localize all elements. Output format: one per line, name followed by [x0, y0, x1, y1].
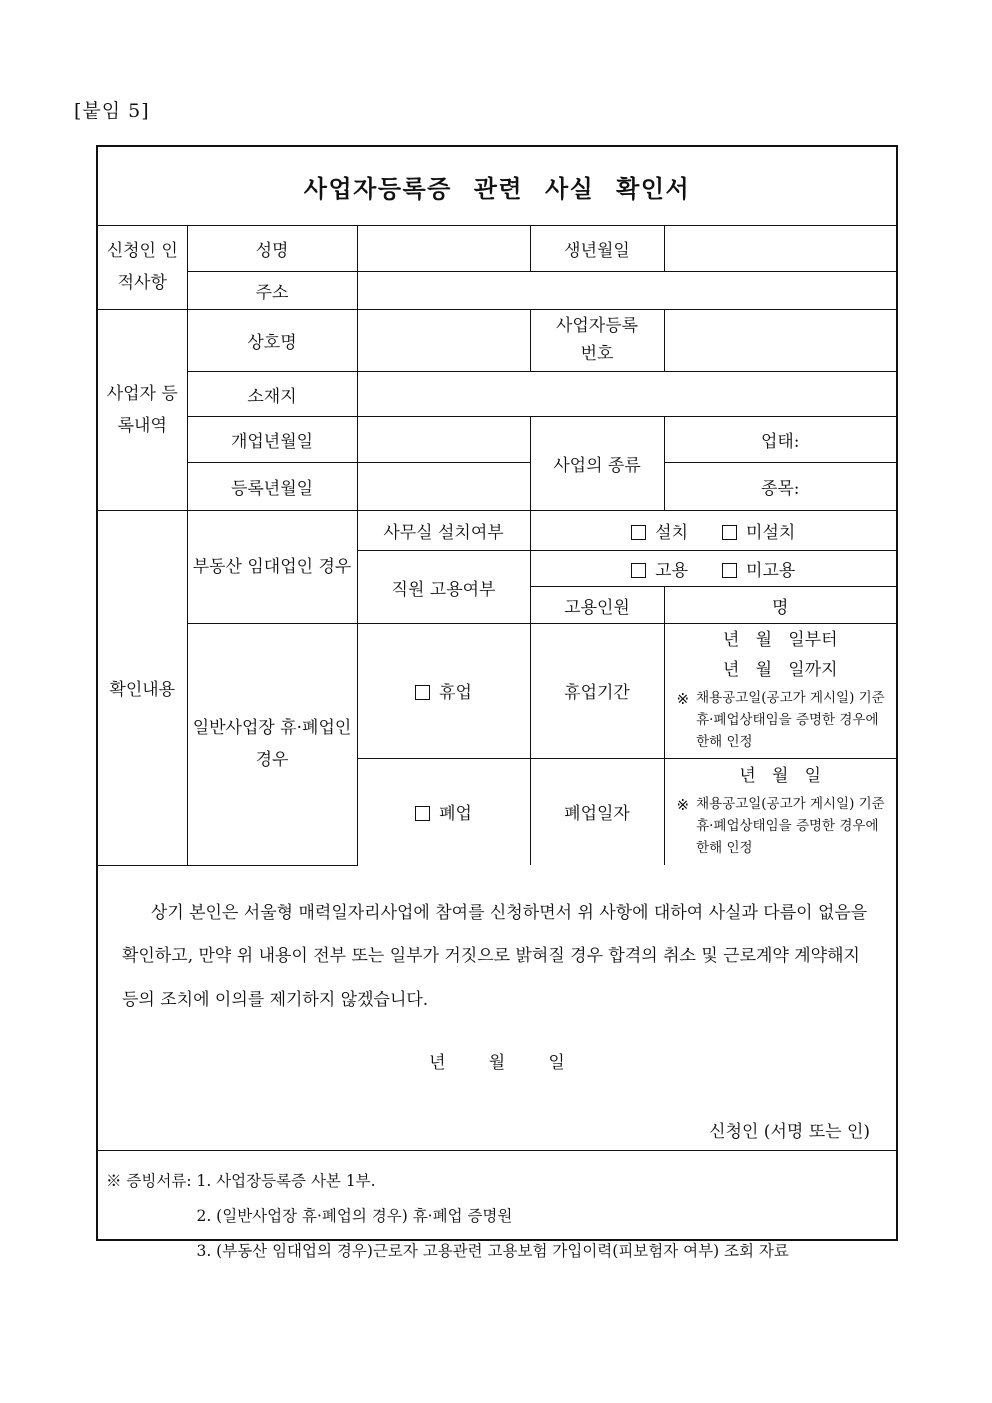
install-checkbox[interactable] — [631, 525, 646, 540]
form-box — [96, 145, 898, 1260]
section-registration-header: 사업자 등록내역 — [98, 309, 187, 511]
suspend-checkbox-label: 휴업 — [439, 683, 472, 704]
birth-value-cell[interactable] — [664, 226, 896, 271]
form-title: 사업자등록증 관련 사실 확인서 — [98, 147, 896, 226]
name-value-cell[interactable] — [357, 226, 530, 271]
not-hire-option-label: 미고용 — [746, 561, 796, 582]
evidence-notes-label: ※ 증빙서류: — [106, 1171, 197, 1190]
close-checkbox[interactable] — [415, 806, 430, 821]
industry-label: 업태: — [760, 432, 800, 453]
note-marker: ※ — [676, 795, 690, 814]
not-hire-checkbox[interactable] — [722, 563, 737, 578]
office-install-label: 사무실 설치여부 — [357, 511, 530, 551]
closure-case-label: 일반사업장 휴·폐업인 경우 — [187, 624, 357, 865]
headcount-field[interactable] — [664, 587, 896, 624]
reg-date-label: 등록년월일 — [187, 463, 357, 511]
hire-checkbox[interactable] — [631, 563, 646, 578]
suspend-period-label: 휴업기간 — [530, 624, 664, 758]
close-checkbox-label: 폐업 — [439, 804, 472, 825]
evidence-notes-section — [98, 1151, 896, 1269]
reg-number-label — [530, 309, 664, 372]
section-confirmation-header: 확인내용 — [98, 511, 187, 865]
section-applicant-header: 신청인 인적사항 — [98, 226, 187, 309]
evidence-note-item: 3. (부동산 임대업의 경우)근로자 고용관련 고용보험 가입이력(피보험자 여부) 조회 자료 — [196, 1241, 789, 1260]
close-note — [669, 792, 893, 862]
attachment-label: [붙임 5] — [74, 100, 150, 122]
evidence-notes-list — [196, 1164, 888, 1269]
reg-date-value-cell[interactable] — [357, 463, 530, 511]
declaration-text: 상기 본인은 서울형 매력일자리사업에 참여를 신청하면서 위 사항에 대하여 사실과 다름이 없음을 확인하고, 만약 위 내용이 전부 또는 일부가 거짓으로 밝혀질 경우 합격의 취소 및 근로계약 계약해지 등의 조치에 이의를 제기하지 않겠습니다. — [122, 902, 868, 1010]
form-table — [98, 226, 896, 866]
birth-label: 생년월일 — [530, 226, 664, 271]
address-label: 주소 — [187, 271, 357, 309]
evidence-note-item: 1. 사업장등록증 사본 1부. — [196, 1171, 376, 1190]
address-value-cell[interactable] — [357, 271, 896, 309]
business-kind-label: 사업의 종류 — [530, 417, 664, 511]
open-date-value-cell[interactable] — [357, 417, 530, 463]
not-install-option-label: 미설치 — [746, 523, 796, 544]
close-date-label: 폐업일자 — [530, 758, 664, 865]
office-install-options-cell — [530, 511, 896, 551]
location-value-cell[interactable] — [357, 372, 896, 417]
reg-number-value-cell[interactable] — [664, 309, 896, 372]
name-label: 성명 — [187, 226, 357, 271]
close-note-text: 채용공고일(공고가 게시일) 기준 휴·폐업상태임을 증명한 경우에 한해 인정 — [696, 795, 885, 857]
location-label: 소재지 — [187, 372, 357, 417]
close-checkbox-cell — [357, 758, 530, 865]
industry-field[interactable] — [664, 417, 896, 463]
suspend-checkbox-cell — [357, 624, 530, 758]
signer-line: 신청인 (서명 또는 인) — [709, 1122, 870, 1143]
item-label: 종목: — [760, 479, 800, 500]
close-date-line1: 년 월 일 — [739, 766, 822, 787]
employee-hire-options-cell — [530, 551, 896, 587]
reg-number-label-text: 사업자등록번호 — [555, 315, 639, 365]
declaration-section — [98, 866, 896, 1151]
real-estate-case-label: 부동산 임대업인 경우 — [187, 511, 357, 624]
suspend-note-text: 채용공고일(공고가 게시일) 기준 휴·폐업상태임을 증명한 경우에 한해 인정 — [696, 689, 885, 751]
suspend-date-line1: 년 월 일부터 — [722, 630, 838, 651]
employee-hire-label: 직원 고용여부 — [357, 551, 530, 624]
trade-name-label: 상호명 — [187, 309, 357, 372]
declaration-date-line: 년 월 일 — [429, 1053, 565, 1074]
suspend-date-line2: 년 월 일까지 — [722, 660, 838, 681]
headcount-unit-label: 명 — [772, 597, 789, 618]
not-install-checkbox[interactable] — [722, 525, 737, 540]
install-option-label: 설치 — [655, 523, 689, 544]
suspend-checkbox[interactable] — [415, 685, 430, 700]
suspend-note — [669, 686, 893, 756]
evidence-note-item: 2. (일반사업장 휴·폐업의 경우) 휴·폐업 증명원 — [196, 1206, 513, 1225]
suspend-period-field[interactable] — [664, 624, 896, 758]
close-date-field[interactable] — [664, 758, 896, 865]
note-marker: ※ — [676, 689, 690, 708]
trade-name-value-cell[interactable] — [357, 309, 530, 372]
hire-option-label: 고용 — [655, 561, 689, 582]
headcount-label: 고용인원 — [530, 587, 664, 624]
open-date-label: 개업년월일 — [187, 417, 357, 463]
item-field[interactable] — [664, 463, 896, 511]
